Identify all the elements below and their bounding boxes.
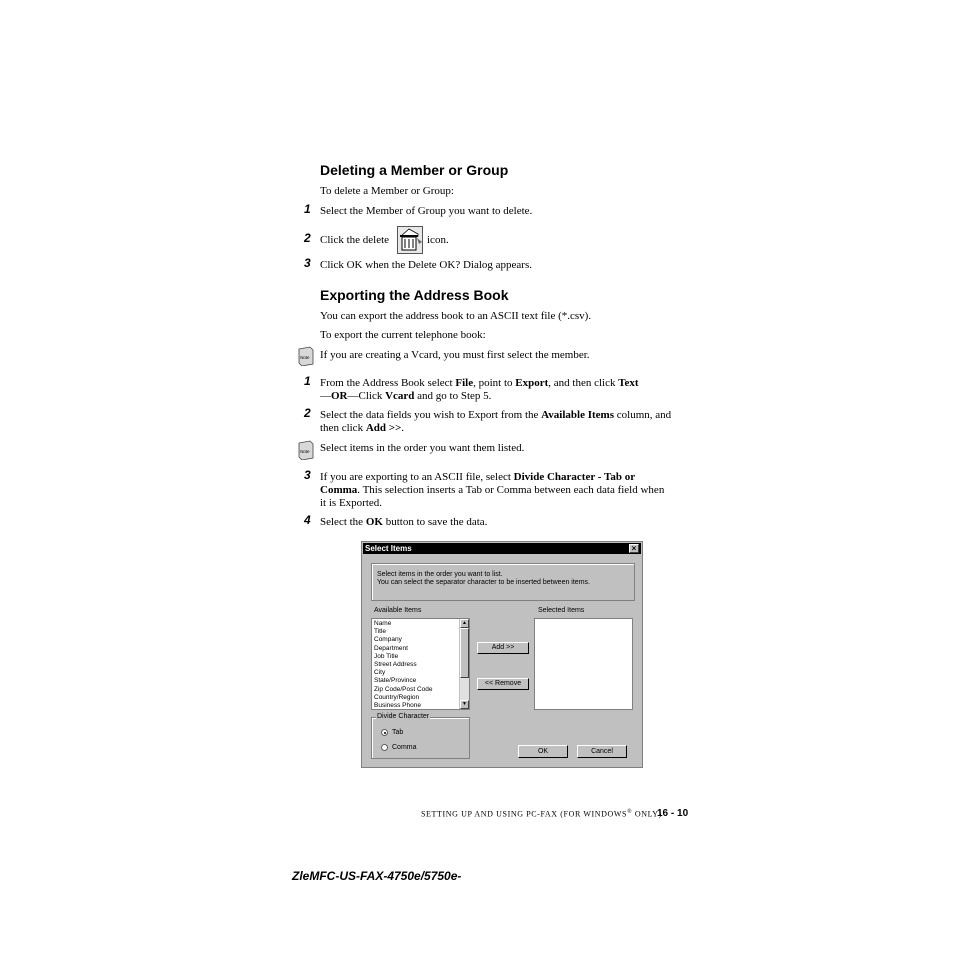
export-intro-1: You can export the address book to an ASCII text file (*.csv).: [320, 310, 592, 322]
note-icon: [298, 346, 314, 371]
section-heading-export: Exporting the Address Book: [320, 287, 509, 303]
list-item[interactable]: City: [374, 669, 386, 677]
scroll-thumb[interactable]: [460, 628, 469, 678]
note-order: Select items in the order you want them listed.: [320, 442, 525, 454]
divide-character-label: Divide Character: [377, 713, 430, 720]
export-intro-2: To export the current telephone book:: [320, 329, 486, 341]
selected-items-label: Selected Items: [538, 607, 585, 614]
comma-radio[interactable]: [381, 744, 388, 751]
list-item[interactable]: Zip Code/Post Code: [374, 685, 433, 693]
tab-radio-label: Tab: [392, 729, 404, 736]
note-icon-label: Note: [300, 355, 310, 360]
step-number: 3: [304, 256, 311, 270]
scrollbar[interactable]: [459, 619, 469, 709]
info-line-2: You can select the separator character to be inserted between items.: [377, 579, 590, 586]
list-item[interactable]: Name: [374, 620, 392, 627]
note-icon: [298, 440, 314, 465]
export-step-1: From the Address Book select File, point to Export, and then click Text —OR—Click Vcard and go to Step 5.: [320, 377, 639, 402]
export-step-2: Select the data fields you wish to Export from the Available Items column, and then click Add >>.: [320, 409, 672, 434]
remove-button[interactable]: << Remove: [477, 678, 529, 690]
section-heading-delete: Deleting a Member or Group: [320, 162, 509, 178]
list-item[interactable]: Country/Region: [374, 693, 420, 701]
dialog-info-box: [371, 563, 635, 601]
available-items-entries: [374, 620, 433, 710]
scroll-up-icon[interactable]: ▲: [460, 619, 469, 628]
export-step-4: Select the OK button to save the data.: [320, 516, 488, 528]
dialog-titlebar: [363, 543, 641, 554]
note-icon-label: Note: [300, 449, 310, 454]
step-number: 1: [304, 374, 311, 388]
divide-character-group: [371, 713, 470, 759]
ok-button[interactable]: OK: [518, 745, 568, 758]
select-items-dialog: [361, 541, 643, 768]
dialog-title: Select Items: [365, 544, 412, 553]
delete-step-3: Click OK when the Delete OK? Dialog appears.: [320, 259, 532, 271]
export-step-3: If you are exporting to an ASCII file, select Divide Character - Tab or Comma. This selection inserts a Tab or Comma between each data field when it is Exported.: [320, 471, 665, 509]
list-item[interactable]: Company: [374, 636, 402, 644]
available-items-label: Available Items: [374, 607, 422, 614]
document-id: ZleMFC-US-FAX-4750e/5750e-: [292, 869, 462, 883]
step-number: 4: [304, 513, 311, 527]
step-number: 1: [304, 202, 311, 216]
scroll-down-icon[interactable]: ▼: [460, 700, 469, 709]
list-item[interactable]: Title: [374, 628, 387, 636]
cancel-button[interactable]: Cancel: [577, 745, 627, 758]
step-number: 2: [304, 231, 311, 245]
delete-step-2-after: icon.: [427, 234, 449, 246]
selected-items-list[interactable]: [534, 618, 633, 710]
delete-intro: To delete a Member or Group:: [320, 185, 454, 197]
step-number: 3: [304, 468, 311, 482]
add-button[interactable]: Add >>: [477, 642, 529, 654]
tab-radio[interactable]: [381, 729, 388, 736]
note-vcard: If you are creating a Vcard, you must first select the member.: [320, 349, 590, 361]
list-item[interactable]: Street Address: [374, 661, 417, 669]
delete-step-2-before: Click the delete: [320, 234, 390, 246]
step-number: 2: [304, 406, 311, 420]
running-footer: SETTING UP AND USING PC-FAX (FOR WINDOWS® ONLY): [421, 809, 662, 819]
available-items-list[interactable]: [371, 618, 470, 710]
page-number: 16 - 10: [657, 808, 689, 819]
delete-step-1: Select the Member of Group you want to delete.: [320, 205, 533, 217]
comma-radio-label: Comma: [392, 744, 417, 751]
list-item[interactable]: State/Province: [374, 677, 417, 685]
trash-icon: [397, 226, 423, 254]
close-icon[interactable]: ×: [629, 544, 639, 553]
list-item[interactable]: Department: [374, 644, 408, 652]
info-line-1: Select items in the order you want to list.: [377, 571, 503, 578]
list-item[interactable]: Job Title: [374, 652, 399, 660]
list-item[interactable]: Business Phone: [374, 702, 421, 710]
